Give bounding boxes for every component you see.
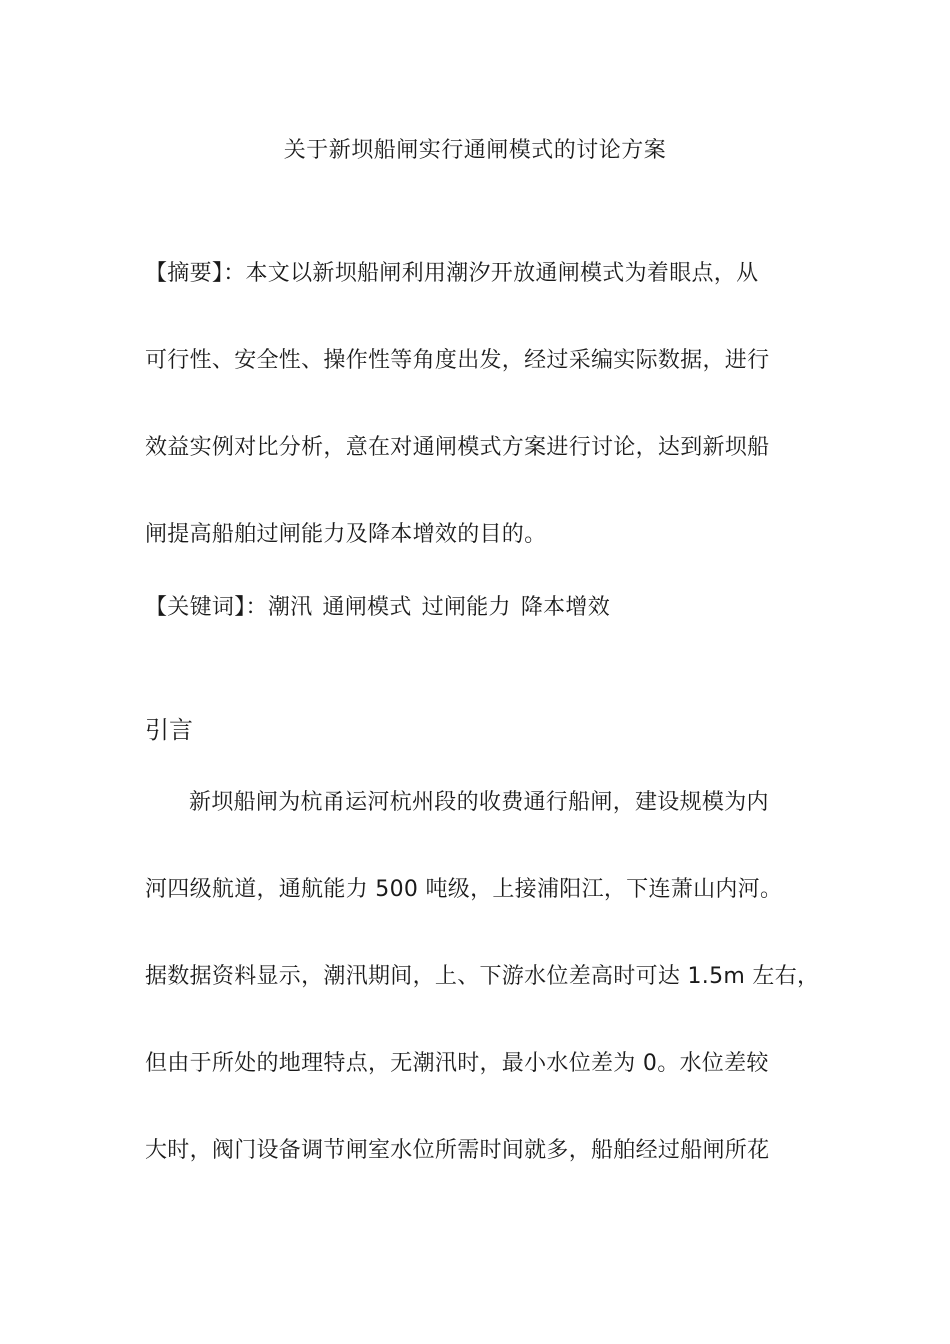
keywords-line: [145, 593, 825, 623]
abstract-line: 【摘要】：本文以新坝船闸利用潮汐开放通闸模式为着眼点，从: [145, 261, 759, 286]
intro-line: 但由于所处的地理特点，无潮汛时，最小水位差为 0。水位差较: [145, 1051, 769, 1076]
keyword: 潮汛: [267, 595, 313, 620]
keyword: 通闸模式: [322, 595, 412, 620]
section-heading: 引言: [145, 716, 193, 744]
keywords-label: 【关键词】：: [145, 595, 268, 620]
document-title: 关于新坝船闸实行通闸模式的讨论方案: [283, 138, 667, 163]
intro-line: 新坝船闸为杭甬运河杭州段的收费通行船闸，建设规模为内: [189, 790, 769, 815]
keyword: 降本增效: [520, 595, 611, 620]
intro-line: 大时，阀门设备调节闸室水位所需时间就多，船舶经过船闸所花: [145, 1138, 770, 1163]
intro-line: 河四级航道，通航能力 500 吨级，上接浦阳江，下连萧山内河。: [145, 877, 783, 902]
keyword: 过闸能力: [421, 595, 511, 620]
intro-line: 据数据资料显示，潮汛期间，上、下游水位差高时可达 1.5m 左右，: [145, 964, 820, 989]
abstract-line: 可行性、安全性、操作性等角度出发，经过采编实际数据，进行: [145, 348, 770, 373]
abstract-line: 闸提高船舶过闸能力及降本增效的目的。: [145, 522, 547, 547]
abstract-line: 效益实例对比分析，意在对通闸模式方案进行讨论，达到新坝船: [145, 435, 770, 460]
